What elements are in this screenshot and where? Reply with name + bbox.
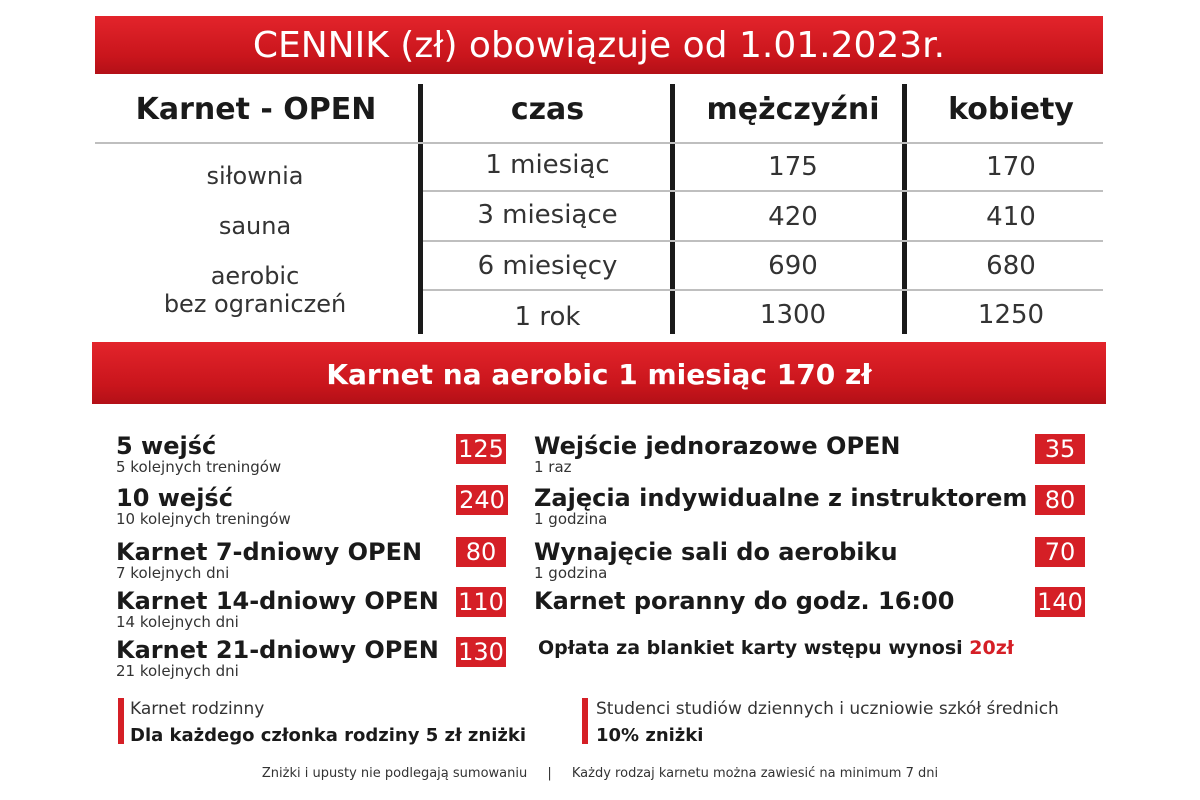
- column-divider: [670, 84, 675, 334]
- list-item: [534, 538, 898, 582]
- item-detail: 21 kolejnych dni: [116, 662, 239, 680]
- pricelist-title-banner: [95, 16, 1103, 74]
- price-badge: 140: [1035, 587, 1085, 617]
- item-detail: 7 kolejnych dni: [116, 564, 230, 582]
- column-divider: [418, 84, 423, 334]
- item-name: Zajęcia indywidualne z instruktorem: [534, 484, 1028, 512]
- accent-bar: [582, 698, 588, 744]
- pricelist-title: CENNIK (zł) obowiązuje od 1.01.2023r.: [252, 25, 946, 66]
- item-detail: 14 kolejnych dni: [116, 613, 239, 631]
- card-fee-text: Opłata za blankiet karty wstępu wynosi: [538, 637, 963, 659]
- item-detail: 10 kolejnych treningów: [116, 510, 291, 528]
- aerobic-pass-banner: [92, 342, 1106, 404]
- family-discount: [130, 699, 526, 746]
- item-detail: 1 godzina: [534, 564, 608, 582]
- column-header-men: mężczyźni: [706, 92, 880, 127]
- item-name: Karnet 14-dniowy OPEN: [116, 587, 439, 615]
- time-cell: 1 rok: [514, 302, 581, 332]
- men-price-cell: 690: [768, 251, 818, 281]
- women-price-cell: 410: [986, 202, 1036, 232]
- price-badge: 80: [1035, 485, 1085, 515]
- men-price-cell: 420: [768, 202, 818, 232]
- header-rule: [95, 142, 1103, 144]
- facility-aerobic: aerobic: [210, 262, 300, 290]
- discount-title: Studenci studiów dziennych i uczniowie szkół średnich: [596, 699, 1059, 719]
- men-price-cell: 175: [768, 152, 818, 182]
- footer-separator: |: [547, 766, 552, 781]
- list-item: [534, 432, 901, 476]
- item-detail: 5 kolejnych treningów: [116, 458, 282, 476]
- price-badge: 130: [456, 637, 506, 667]
- facility-sauna: sauna: [218, 212, 292, 240]
- facility-gym: siłownia: [206, 162, 304, 190]
- women-price-cell: 680: [986, 251, 1036, 281]
- item-name: Wejście jednorazowe OPEN: [534, 432, 901, 460]
- item-name: Karnet 21-dniowy OPEN: [116, 636, 439, 664]
- time-cell: 3 miesiące: [477, 200, 618, 230]
- accent-bar: [118, 698, 124, 744]
- discount-title: Karnet rodzinny: [130, 699, 265, 719]
- list-item: [116, 636, 439, 680]
- item-name: Wynajęcie sali do aerobiku: [534, 538, 898, 566]
- row-divider: [423, 240, 1103, 242]
- price-badge: 110: [456, 587, 506, 617]
- column-header-pass: Karnet - OPEN: [135, 92, 377, 127]
- item-detail: 1 godzina: [534, 510, 608, 528]
- footer-note-left: Zniżki i upusty nie podlegają sumowaniu: [261, 766, 528, 781]
- column-header-time: czas: [510, 92, 585, 127]
- women-price-cell: 170: [986, 152, 1036, 182]
- women-price-cell: 1250: [977, 300, 1045, 330]
- row-divider: [423, 289, 1103, 291]
- facility-unlimited: bez ograniczeń: [163, 290, 347, 318]
- card-fee-note: [538, 637, 1014, 659]
- list-item: [534, 587, 954, 615]
- item-name: Karnet poranny do godz. 16:00: [534, 587, 955, 615]
- item-name: 10 wejść: [116, 484, 233, 512]
- footer-notes: [0, 766, 1200, 781]
- discount-detail: Dla każdego członka rodziny 5 zł zniżki: [130, 725, 526, 746]
- list-item: [116, 484, 291, 528]
- student-discount: [596, 699, 1059, 746]
- column-header-women: kobiety: [948, 92, 1074, 127]
- list-item: [116, 432, 281, 476]
- list-item: [116, 538, 422, 582]
- discount-detail: 10% zniżki: [596, 725, 704, 746]
- men-price-cell: 1300: [759, 300, 827, 330]
- row-divider: [423, 190, 1103, 192]
- list-item: [534, 484, 1027, 528]
- card-fee-amount: 20zł: [969, 637, 1014, 659]
- price-badge: 80: [456, 537, 506, 567]
- footer-note-right: Każdy rodzaj karnetu można zawiesić na minimum 7 dni: [571, 766, 939, 781]
- price-badge: 35: [1035, 434, 1085, 464]
- time-cell: 6 miesięcy: [477, 251, 618, 281]
- aerobic-pass-text: Karnet na aerobic 1 miesiąc 170 zł: [326, 358, 872, 391]
- item-name: 5 wejść: [116, 432, 217, 460]
- price-badge: 70: [1035, 537, 1085, 567]
- item-name: Karnet 7-dniowy OPEN: [116, 538, 423, 566]
- time-cell: 1 miesiąc: [485, 150, 610, 180]
- item-detail: 1 raz: [534, 458, 572, 476]
- list-item: [116, 587, 439, 631]
- price-badge: 240: [456, 485, 508, 515]
- price-badge: 125: [456, 434, 506, 464]
